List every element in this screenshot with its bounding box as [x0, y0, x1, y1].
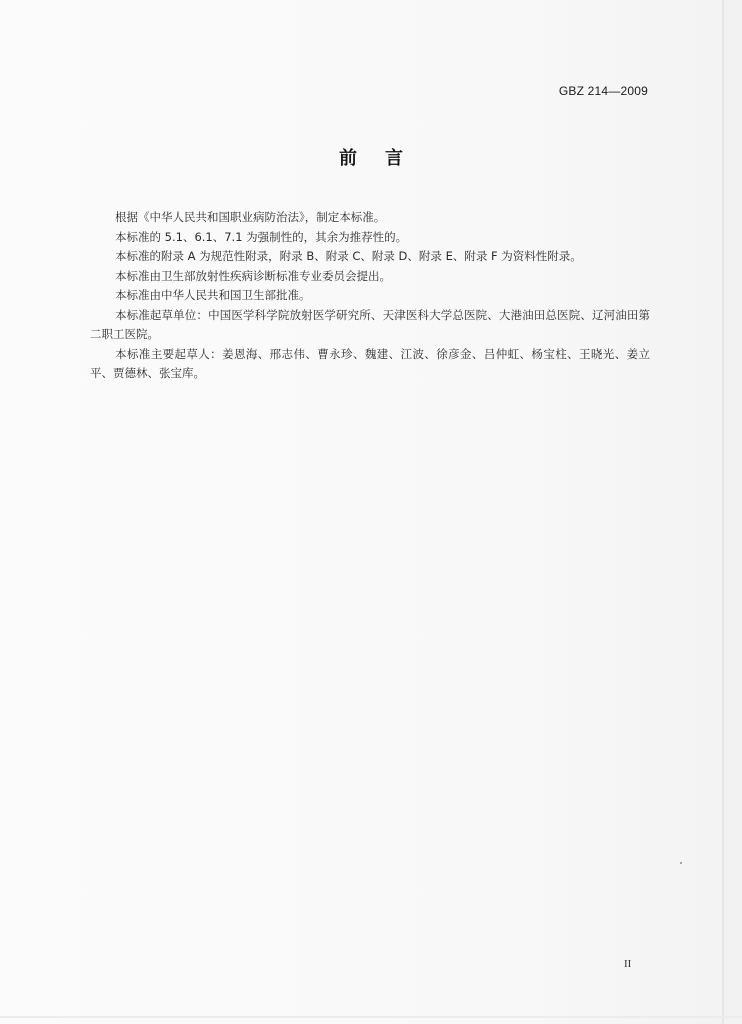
paragraph-drafting-units: 本标准起草单位：中国医学科学院放射医学研究所、天津医科大学总医院、大港油田总医院、辽河油田第二职工医院。 — [90, 307, 650, 341]
paragraph-annexes: 本标准的附录 A 为规范性附录，附录 B、附录 C、附录 D、附录 E、附录 F 为资料性附录。 — [115, 249, 582, 263]
page-number: II — [624, 958, 632, 970]
scan-speck — [680, 862, 682, 864]
standard-code: GBZ 214—2009 — [558, 84, 648, 98]
page-title: 前言 — [339, 148, 431, 169]
paragraph-proposer: 本标准由卫生部放射性疾病诊断标准专业委员会提出。 — [115, 268, 391, 283]
foreword-body — [90, 208, 650, 384]
paragraph-drafters: 本标准主要起草人：姜恩海、邢志伟、曹永珍、魏建、江波、徐彦金、吕仲虹、杨宝柱、王晓光、姜立平、贾德林、张宝库。 — [90, 346, 650, 380]
paragraph-mandatory-clauses: 本标准的 5.1、6.1、7.1 为强制性的，其余为推荐性的。 — [115, 229, 408, 244]
paragraph-approver: 本标准由中华人民共和国卫生部批准。 — [115, 288, 311, 302]
paragraph-basis: 根据《中华人民共和国职业病防治法》，制定本标准。 — [115, 210, 386, 224]
scan-edge-bottom — [0, 1016, 742, 1018]
